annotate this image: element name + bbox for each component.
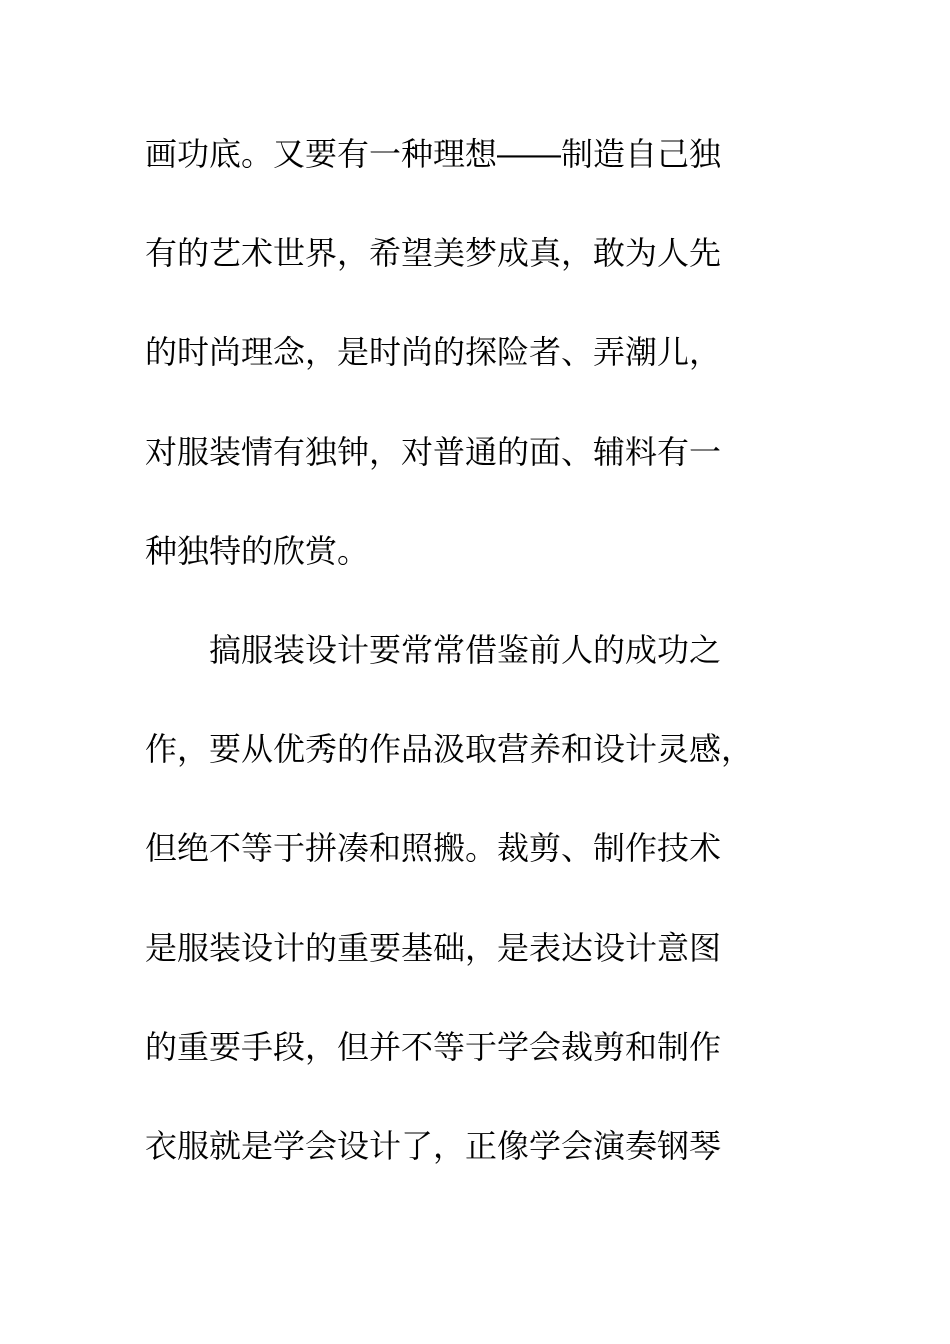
- text-line: 作，要从优秀的作品汲取营养和设计灵感，: [145, 730, 754, 769]
- text-line: 种独特的欣赏。: [145, 531, 370, 570]
- text-line: 画功底。又要有一种理想――制造自己独: [145, 135, 722, 173]
- text-line: 但绝不等于拼凑和照搬。裁剪、制作技术: [145, 829, 722, 868]
- text-line: 有的艺术世界，希望美梦成真，敢为人先: [145, 234, 722, 273]
- body-text: [145, 123, 805, 1214]
- text-line: 的时尚理念，是时尚的探险者、弄潮儿，: [145, 333, 722, 372]
- text-line: 对服装情有独钟，对普通的面、辅料有一: [145, 432, 722, 471]
- text-line: 的重要手段，但并不等于学会裁剪和制作: [145, 1027, 722, 1066]
- text-line: 是服装设计的重要基础，是表达设计意图: [145, 928, 722, 967]
- text-line: 衣服就是学会设计了，正像学会演奏钢琴: [145, 1126, 722, 1165]
- paragraph-start-line: 搞服装设计要常常借鉴前人的成功之: [145, 630, 722, 669]
